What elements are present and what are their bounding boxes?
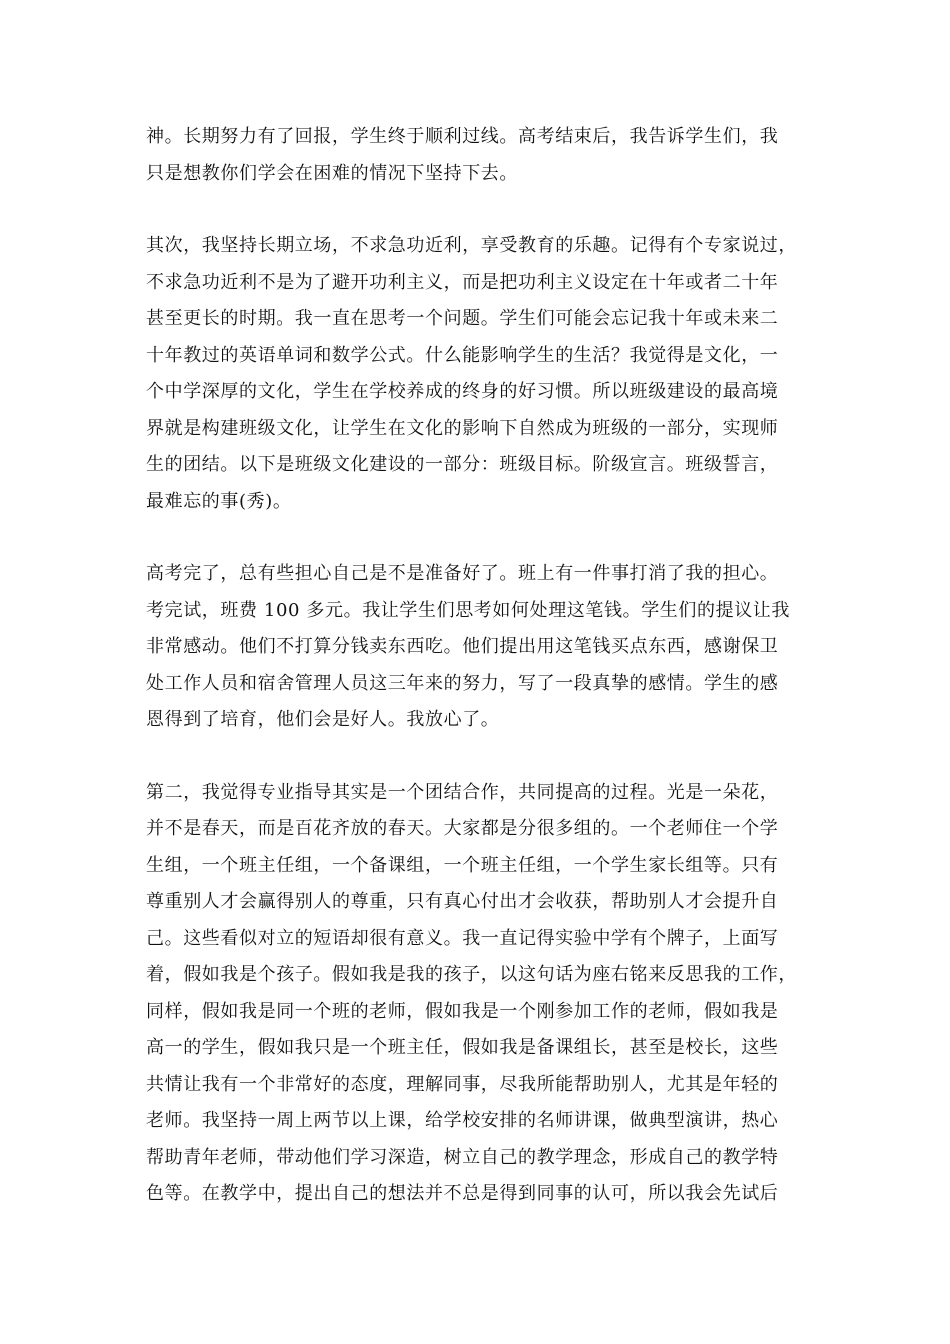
text-line: 同样，假如我是同一个班的老师，假如我是一个刚参加工作的老师，假如我是 xyxy=(146,1000,779,1022)
text-line: 甚至更长的时期。我一直在思考一个问题。学生们可能会忘记我十年或未来二 xyxy=(146,308,779,329)
text-line: 老师。我坚持一周上两节以上课，给学校安排的名师讲课，做典型演讲，热心 xyxy=(146,1110,779,1131)
text-line: 生的团结。以下是班级文化建设的一部分：班级目标。阶级宣言。班级誓言， xyxy=(146,454,779,475)
text-line: 最难忘的事(秀)。 xyxy=(146,490,292,512)
text-line: 并不是春天，而是百花齐放的春天。大家都是分很多组的。一个老师住一个学 xyxy=(146,818,779,839)
paragraph-2 xyxy=(146,228,806,520)
text-line: 神。长期努力有了回报，学生终于顺利过线。高考结束后，我告诉学生们，我 xyxy=(146,126,779,147)
document-body xyxy=(146,119,806,1249)
text-line: 处工作人员和宿舍管理人员这三年来的努力，写了一段真挚的感情。学生的感 xyxy=(146,672,779,694)
text-line: 帮助青年老师，带动他们学习深造，树立自己的教学理念，形成自己的教学特 xyxy=(146,1146,779,1168)
text-line: 第二，我觉得专业指导其实是一个团结合作，共同提高的过程。光是一朵花， xyxy=(146,781,779,803)
text-line: 只是想教你们学会在困难的情况下坚持下去。 xyxy=(146,162,518,184)
paragraph-1 xyxy=(146,119,806,192)
text-line: 着，假如我是个孩子。假如我是我的孩子，以这句话为座右铭来反思我的工作， xyxy=(146,964,797,985)
text-line: 高考完了，总有些担心自己是不是准备好了。班上有一件事打消了我的担心。 xyxy=(146,563,779,584)
text-line: 非常感动。他们不打算分钱卖东西吃。他们提出用这笔钱买点东西，感谢保卫 xyxy=(146,636,779,657)
paragraph-4 xyxy=(146,775,806,1213)
text-line: 色等。在教学中，提出自己的想法并不总是得到同事的认可，所以我会先试后 xyxy=(146,1183,779,1204)
text-line: 高一的学生，假如我只是一个班主任，假如我是备课组长，甚至是校长，这些 xyxy=(146,1037,779,1058)
text-line: 其次，我坚持长期立场，不求急功近利，享受教育的乐趣。记得有个专家说过， xyxy=(146,235,797,256)
text-line: 个中学深厚的文化，学生在学校养成的终身的好习惯。所以班级建设的最高境 xyxy=(146,381,779,402)
text-line: 十年教过的英语单词和数学公式。什么能影响学生的生活？我觉得是文化，一 xyxy=(146,344,779,366)
text-line: 共情让我有一个非常好的态度，理解同事，尽我所能帮助别人，尤其是年轻的 xyxy=(146,1073,779,1095)
text-line: 不求急功近利不是为了避开功利主义，而是把功利主义设定在十年或者二十年 xyxy=(146,271,779,293)
text-line: 考完试，班费 100 多元。我让学生们思考如何处理这笔钱。学生们的提议让我 xyxy=(146,599,790,621)
paragraph-3 xyxy=(146,556,806,739)
text-line: 恩得到了培育，他们会是好人。我放心了。 xyxy=(146,709,500,730)
text-line: 界就是构建班级文化，让学生在文化的影响下自然成为班级的一部分，实现师 xyxy=(146,417,779,439)
text-line: 生组，一个班主任组，一个备课组，一个班主任组，一个学生家长组等。只有 xyxy=(146,854,779,876)
text-line: 尊重别人才会赢得别人的尊重，只有真心付出才会收获，帮助别人才会提升自 xyxy=(146,891,779,912)
text-line: 己。这些看似对立的短语却很有意义。我一直记得实验中学有个牌子，上面写 xyxy=(146,927,779,949)
